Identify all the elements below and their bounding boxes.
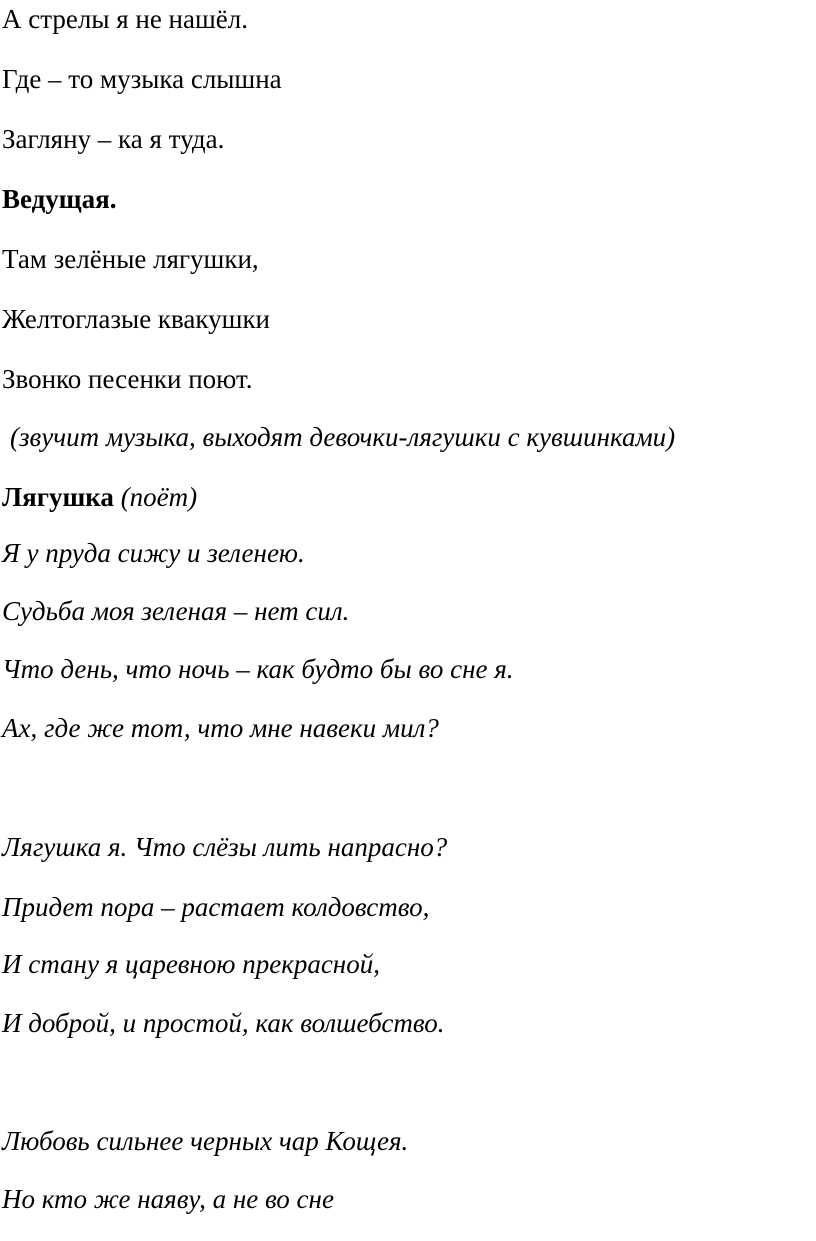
text-line: Где – то музыка слышна — [2, 64, 282, 94]
verse-line: Придет пора – растает колдовство, — [2, 892, 430, 922]
speaker-heading: Лягушка — [2, 482, 114, 512]
verse-line: Ах, где же тот, что мне навеки мил? — [2, 713, 439, 743]
verse-line: И стану я царевною прекрасной, — [2, 949, 380, 979]
verse-line: Лягушка я. Что слёзы лить напрасно? — [2, 832, 448, 862]
speaker-note: (поёт) — [120, 482, 198, 512]
text-line: Желтоглазые квакушки — [2, 304, 271, 334]
verse-line: Любовь сильнее черных чар Кощея. — [2, 1126, 409, 1156]
verse-line: Я у пруда сижу и зеленею. — [2, 538, 305, 568]
verse-line: И доброй, и простой, как волшебство. — [2, 1008, 445, 1038]
text-line: Загляну – ка я туда. — [2, 124, 225, 154]
stage-direction: (звучит музыка, выходят девочки-лягушки с кувшинками) — [10, 422, 676, 452]
verse-line: Но кто же наяву, а не во сне — [2, 1184, 334, 1214]
text-line: А стрелы я не нашёл. — [2, 4, 248, 34]
text-line: Там зелёные лягушки, — [2, 244, 259, 274]
speaker-line — [2, 484, 197, 511]
verse-line: Что день, что ночь – как будто бы во сне я. — [2, 654, 514, 684]
text-line: Звонко песенки поют. — [2, 364, 253, 394]
verse-line: Судьба моя зеленая – нет сил. — [2, 596, 350, 626]
speaker-heading: Ведущая. — [2, 184, 117, 214]
